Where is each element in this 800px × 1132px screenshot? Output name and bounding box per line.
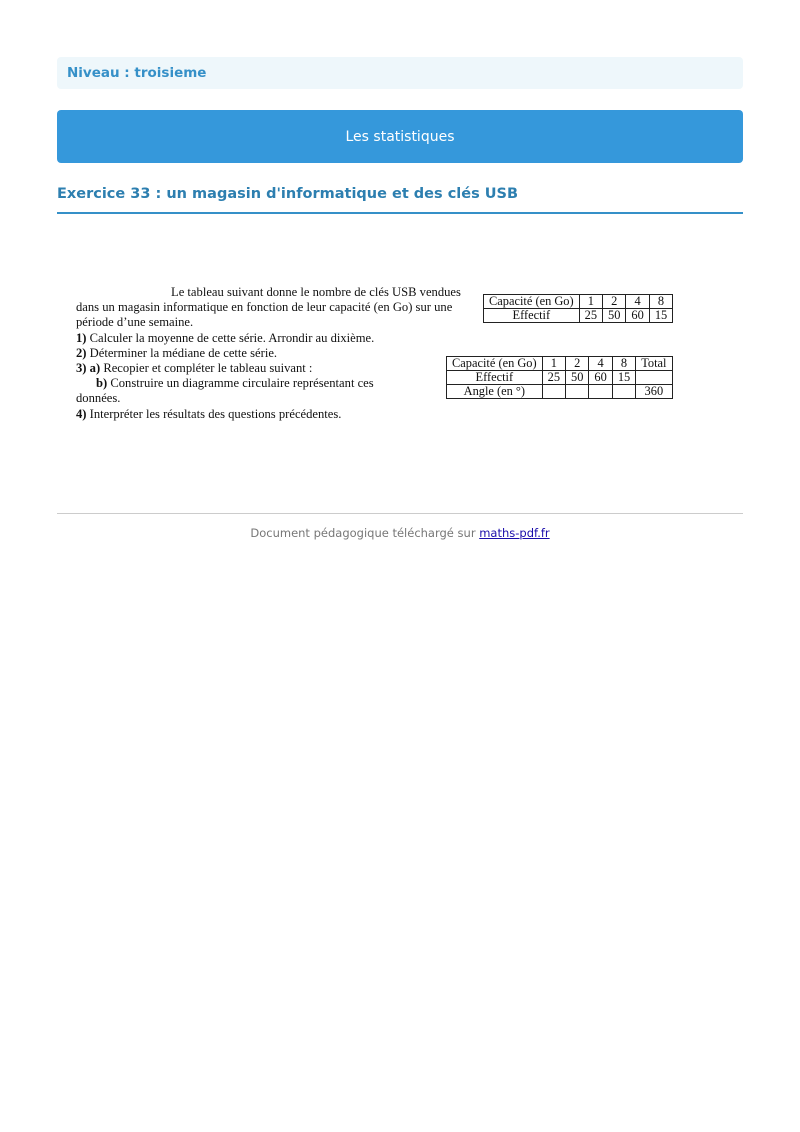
table-cell: Capacité (en Go)	[447, 357, 543, 371]
footer-text: Document pédagogique téléchargé sur	[250, 526, 480, 540]
table-cell: 8	[612, 357, 635, 371]
chapter-title: Les statistiques	[345, 128, 455, 145]
table-cell: 360	[636, 385, 672, 399]
table-row	[447, 385, 673, 399]
table-row	[447, 357, 673, 371]
question-1	[76, 331, 476, 346]
question-1-number: 1)	[76, 330, 87, 345]
table-row	[484, 295, 673, 309]
question-2	[76, 346, 476, 361]
exercise-divider	[57, 212, 743, 214]
table-cell: Effectif	[447, 371, 543, 385]
question-4-text: Interpréter les résultats des questions précédentes.	[89, 406, 342, 421]
table-cell: Angle (en °)	[447, 385, 543, 399]
table-cell	[636, 371, 672, 385]
table-cell: 60	[589, 371, 612, 385]
table-cell: 15	[649, 309, 672, 323]
footer	[57, 526, 743, 540]
table-cell: 60	[626, 309, 649, 323]
exercise-title: Exercice 33 : un magasin d'informatique et des clés USB	[57, 186, 519, 202]
intro-line-2: dans un magasin informatique en fonction de leur capacité (en Go) sur une	[76, 300, 453, 315]
table-cell: Total	[636, 357, 672, 371]
question-3b-letter: b)	[96, 376, 108, 391]
intro-line-1: Le tableau suivant donne le nombre de clés USB vendues	[171, 285, 461, 299]
table-cell: 1	[579, 295, 602, 309]
table-cell	[566, 385, 589, 399]
question-4	[76, 407, 476, 422]
table-cell: 1	[542, 357, 565, 371]
table-cell: 50	[603, 309, 626, 323]
table-cell: 2	[566, 357, 589, 371]
table-cell: Capacité (en Go)	[484, 295, 580, 309]
question-3a	[76, 361, 476, 376]
question-3a-text: Recopier et compléter le tableau suivant :	[103, 361, 313, 376]
footer-link[interactable]: maths-pdf.fr	[479, 526, 550, 540]
question-3-number: 3)	[76, 361, 87, 376]
table-cell: 15	[612, 371, 635, 385]
table-cell: 4	[589, 357, 612, 371]
table-cell	[589, 385, 612, 399]
table-cell: 25	[542, 371, 565, 385]
usb-sales-table	[483, 294, 673, 323]
table-cell	[542, 385, 565, 399]
question-3b-text: Construire un diagramme circulaire représentant ces	[110, 376, 374, 391]
exercise-statement	[76, 285, 476, 422]
table-cell: 50	[566, 371, 589, 385]
question-4-number: 4)	[76, 406, 87, 421]
question-3a-letter: a)	[89, 361, 101, 376]
table-row	[484, 309, 673, 323]
table-cell: 4	[626, 295, 649, 309]
table-cell: Effectif	[484, 309, 580, 323]
table-cell: 8	[649, 295, 672, 309]
angle-completion-table	[446, 356, 673, 399]
table-cell	[612, 385, 635, 399]
level-label: Niveau : troisieme	[57, 57, 743, 89]
question-3b	[76, 376, 476, 391]
footer-divider	[57, 513, 743, 514]
intro-line-3: période d’une semaine.	[76, 315, 194, 330]
question-1-text: Calculer la moyenne de cette série. Arrondir au dixième.	[89, 330, 375, 345]
chapter-title-banner	[57, 110, 743, 163]
question-2-number: 2)	[76, 345, 87, 360]
table-row	[447, 371, 673, 385]
table-cell: 2	[603, 295, 626, 309]
question-2-text: Déterminer la médiane de cette série.	[89, 345, 278, 360]
question-3b-continued: données.	[76, 391, 121, 406]
table-cell: 25	[579, 309, 602, 323]
